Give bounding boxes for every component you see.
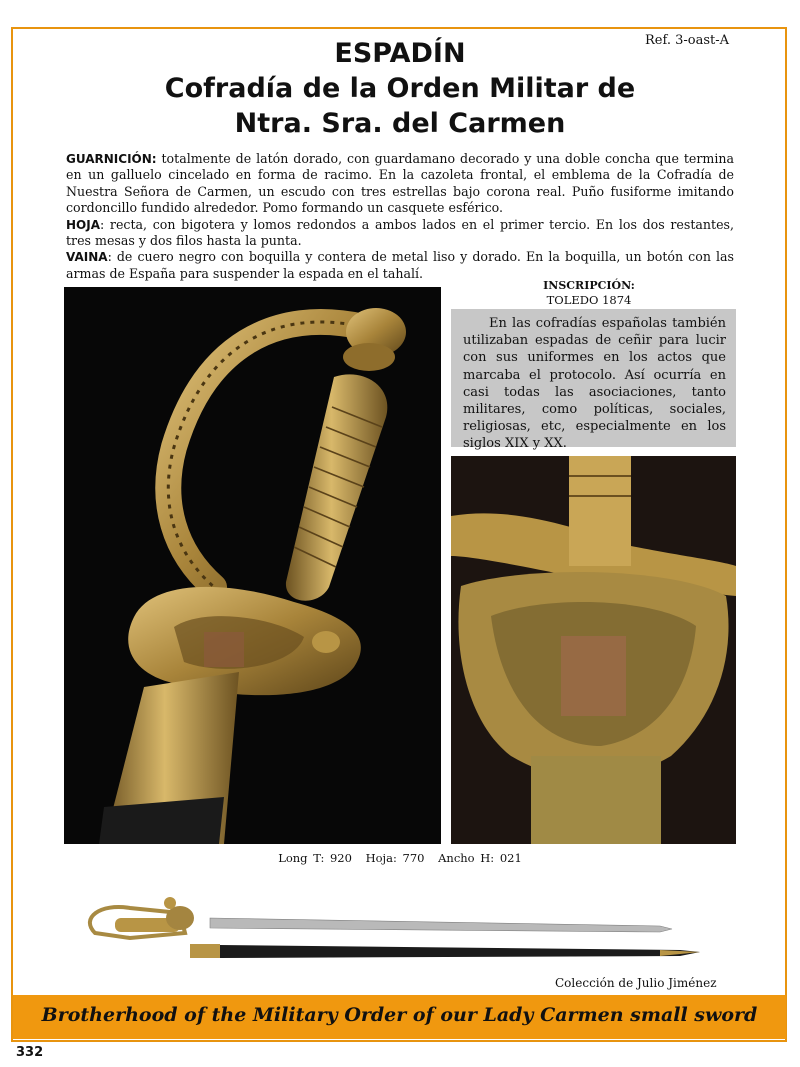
inscription-value: TOLEDO 1874 (546, 293, 632, 307)
vaina-label: VAINA (66, 250, 108, 265)
shell-detail-illustration (451, 456, 736, 844)
hilt-photo (64, 287, 441, 844)
vaina-text: : de cuero negro con boquilla y contera de metal liso y dorado. En la boquilla, un botón con las armas de España para suspender la espada en el tahalí. (66, 249, 734, 281)
description (66, 151, 734, 282)
hoja-text: : recta, con bigotera y lomos redondos a ambos lados en el primer tercio. En los dos restantes, tres mesas y dos filos hasta la punta. (66, 216, 734, 249)
full-sword-photo (60, 888, 750, 970)
guarnicion-label: GUARNICIÓN: (66, 152, 157, 166)
full-sword-illustration (60, 888, 750, 970)
dimension-width: Ancho H: 021 (438, 851, 522, 865)
hilt-illustration (64, 287, 441, 844)
inscription-label: INSCRIPCIÓN: (543, 279, 635, 292)
guarnicion-paragraph (66, 151, 734, 217)
page-title (100, 36, 700, 141)
title-line-3: Ntra. Sra. del Carmen (234, 108, 566, 139)
reference-code: Ref. 3-oast-A (645, 33, 730, 48)
historical-note (451, 309, 736, 452)
title-line-2: Cofradía de la Orden Militar de (164, 73, 636, 104)
vaina-paragraph (66, 249, 734, 282)
hoja-paragraph (66, 217, 734, 250)
dimensions (0, 851, 800, 865)
hoja-label: HOJA (66, 217, 100, 232)
historical-note-text: En las cofradías españolas también utilizaban espadas de ceñir para lucir con sus uniformes en los actos que marcaba el protocolo. Así ocurría en casi todas las asociaciones, tanto militares, como políticas, sociales, religiosas, etc, especialmente en los siglos XIX y XX. (463, 316, 726, 452)
title-line-1: ESPADÍN (334, 38, 466, 69)
collection-credit: Colección de Julio Jiménez (555, 976, 717, 990)
shell-detail-photo (451, 456, 736, 844)
page-number: 332 (16, 1045, 44, 1060)
guarnicion-text: totalmente de latón dorado, con guardamano decorado y una doble concha que termina en un galluelo cincelado en forma de racimo. En la cazoleta frontal, el emblema de la Cofradía de Nuestra Señora de Carmen, un escudo con tres estrellas bajo corona real. Puño fusiforme imitando cordoncillo fundido alrededor. Pomo formando un casquete esférico. (66, 151, 734, 216)
english-title-banner: Brotherhood of the Military Order of our Lady Carmen small sword (13, 995, 786, 1039)
dimension-length: Long T: 920 (278, 851, 352, 865)
dimension-blade: Hoja: 770 (365, 851, 425, 865)
